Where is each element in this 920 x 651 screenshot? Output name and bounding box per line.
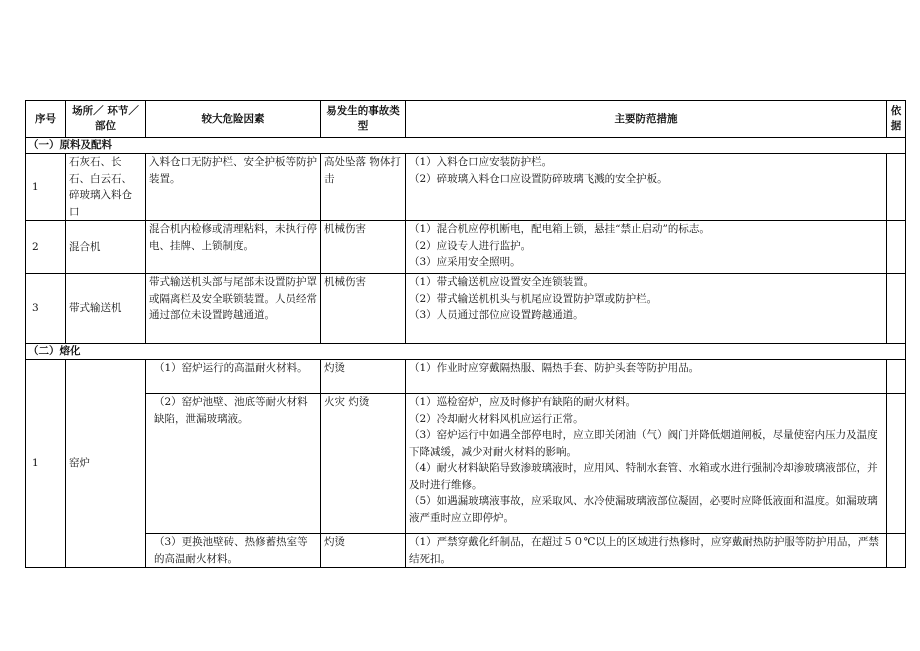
row-seq: 1 xyxy=(26,360,66,568)
row-hazard: （2）窑炉池壁、池底等耐火材料缺陷，泄漏玻璃液。 xyxy=(146,394,321,534)
row-measures xyxy=(406,534,887,568)
header-place: 场所／ 环节／ 部位 xyxy=(66,101,146,138)
row-hazard: 带式输送机头部与尾部未设置防护罩或隔离栏及安全联锁装置。人员经常通过部位未设置跨越通道。 xyxy=(146,274,321,344)
row-seq: 2 xyxy=(26,221,66,274)
row-seq: 3 xyxy=(26,274,66,344)
hazard-table xyxy=(25,100,906,568)
row-basis xyxy=(887,534,906,568)
row-accident: 机械伤害 xyxy=(321,221,406,274)
row-place: 混合机 xyxy=(66,221,146,274)
row-basis xyxy=(887,394,906,534)
row-measures xyxy=(406,274,887,344)
section-title: （二）熔化 xyxy=(26,344,906,360)
measure-line: （5）如遇漏玻璃液事故，应采取风、水冷使漏玻璃液部位凝固，必要时应降低液面和温度。如漏玻璃液严重时应立即停炉。 xyxy=(409,495,878,524)
header-measures: 主要防范措施 xyxy=(406,101,887,138)
row-basis xyxy=(887,221,906,274)
table-row xyxy=(26,154,906,221)
row-accident: 机械伤害 xyxy=(321,274,406,344)
row-hazard: （1）窑炉运行的高温耐火材料。 xyxy=(146,360,321,394)
table-row xyxy=(26,534,906,568)
row-seq: 1 xyxy=(26,154,66,221)
table-row xyxy=(26,394,906,534)
row-basis xyxy=(887,274,906,344)
measure-line: （1）混合机应停机断电，配电箱上锁，悬挂“禁止启动”的标志。 xyxy=(409,223,710,235)
row-place: 窑炉 xyxy=(66,360,146,568)
measure-line: （3）人员通过部位应设置跨越通道。 xyxy=(409,309,584,321)
row-measures xyxy=(406,394,887,534)
row-place: 带式输送机 xyxy=(66,274,146,344)
row-measures xyxy=(406,360,887,394)
table-row xyxy=(26,274,906,344)
table-row xyxy=(26,360,906,394)
table-row xyxy=(26,221,906,274)
row-measures xyxy=(406,221,887,274)
row-accident: 高处坠落 物体打击 xyxy=(321,154,406,221)
measure-line: （4）耐火材料缺陷导致渗玻璃液时，应用风、特制水套管、水箱或水进行强制冷却渗玻璃液部位，并及时进行维修。 xyxy=(409,462,878,491)
measure-line: （2）带式输送机机头与机尾应设置防护罩或防护栏。 xyxy=(409,292,658,305)
measure-line: （3）应采用安全照明。 xyxy=(409,256,521,268)
measure-line: （1）巡检窑炉，应及时修护有缺陷的耐火材料。 xyxy=(409,396,637,408)
row-measures xyxy=(406,154,887,221)
measure-line: （2）碎玻璃入料仓口应设置防碎玻璃飞溅的安全护板。 xyxy=(409,172,668,185)
row-place: 石灰石、长石、白云石、碎玻璃入料仓口 xyxy=(66,154,146,221)
measure-line: （1）作业时应穿戴隔热服、隔热手套、防护头套等防护用品。 xyxy=(409,362,700,374)
header-accident: 易发生的事故类型 xyxy=(321,101,406,138)
row-accident: 火灾 灼烫 xyxy=(321,394,406,534)
measure-line: （2）冷却耐火材料风机应运行正常。 xyxy=(409,412,584,425)
row-hazard: （3）更换池壁砖、热修蓄热室等的高温耐火材料。 xyxy=(146,534,321,568)
measure-line: （3）窑炉运行中如遇全部停电时，应立即关闭油（气）阀门并降低烟道闸板，尽量使窑内压力及温度下降减缓，减少对耐火材料的影响。 xyxy=(409,429,878,458)
measure-line: （2）应设专人进行监护。 xyxy=(409,239,532,252)
measure-line: （1）带式输送机应设置安全连锁装置。 xyxy=(409,276,595,288)
row-hazard: 混合机内检修或清理粘料，未执行停电、挂牌、上锁制度。 xyxy=(146,221,321,274)
measure-line: （1）严禁穿戴化纤制品，在超过５０℃以上的区域进行热修时，应穿戴耐热防护服等防护用品，严禁结死扣。 xyxy=(409,536,879,565)
row-accident: 灼烫 xyxy=(321,360,406,394)
section-title: （一）原料及配料 xyxy=(26,138,906,154)
header-seq: 序号 xyxy=(26,101,66,138)
header-hazard: 较大危险因素 xyxy=(146,101,321,138)
section-title-row xyxy=(26,138,906,154)
section-title-row xyxy=(26,344,906,360)
measure-line: （1）入料仓口应安装防护栏。 xyxy=(409,156,553,168)
row-basis xyxy=(887,360,906,394)
row-accident: 灼烫 xyxy=(321,534,406,568)
header-row xyxy=(26,101,906,138)
row-hazard: 入料仓口无防护栏、安全护板等防护装置。 xyxy=(146,154,321,221)
row-basis xyxy=(887,154,906,221)
header-basis: 依据 xyxy=(887,101,906,138)
